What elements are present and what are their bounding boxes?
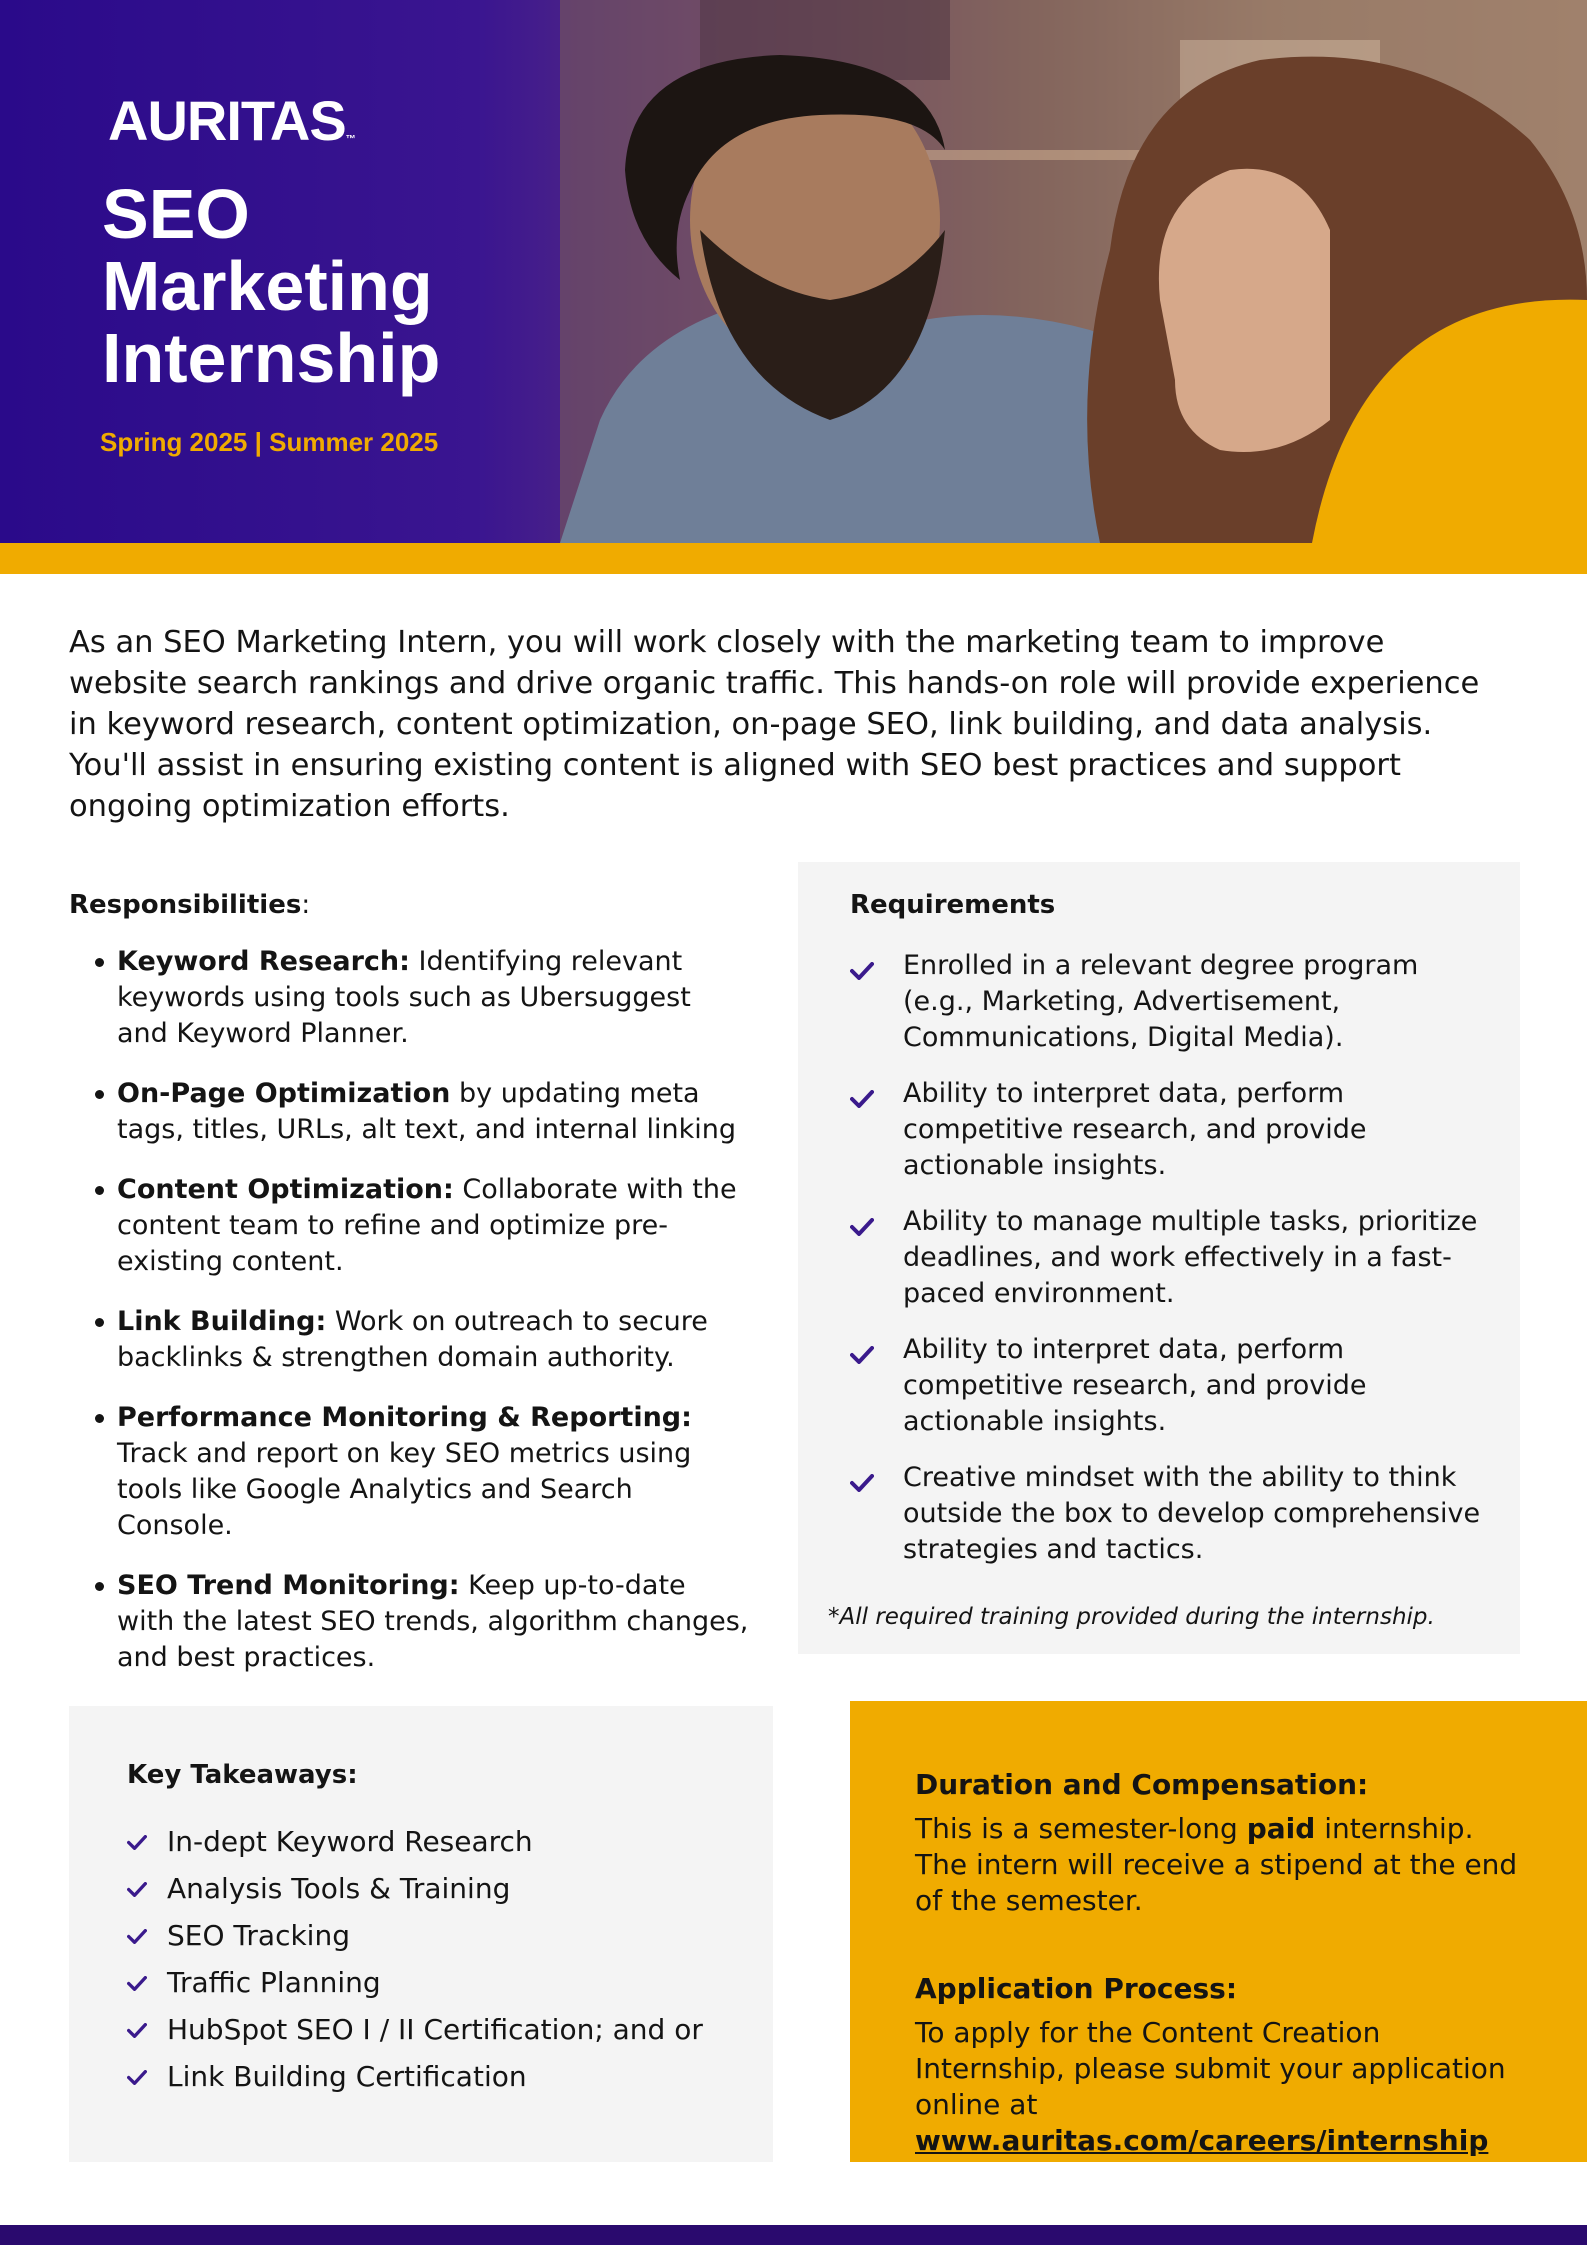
application-link[interactable]: www.auritas.com/careers/internship bbox=[915, 2124, 1489, 2157]
check-icon bbox=[127, 1976, 147, 1991]
footer-bar bbox=[0, 2225, 1587, 2245]
list-item: SEO Trend Monitoring: Keep up-to-date with the latest SEO trends, algorithm changes, and best practices. bbox=[117, 1568, 749, 1676]
training-note: *All required training provided during the internship. bbox=[828, 1604, 1435, 1630]
title-line: Internship bbox=[102, 319, 441, 397]
list-item: Ability to interpret data, perform competitive research, and provide actionable insights. bbox=[850, 1076, 1488, 1184]
check-icon bbox=[127, 2070, 147, 2085]
title-line: Marketing bbox=[102, 247, 433, 325]
takeaways-list bbox=[127, 1818, 773, 2100]
list-item: In-dept Keyword Research bbox=[127, 1818, 773, 1865]
requirements-panel bbox=[798, 862, 1520, 1654]
page-title bbox=[102, 175, 622, 397]
check-icon bbox=[850, 962, 874, 980]
check-icon bbox=[850, 1474, 874, 1492]
key-takeaways-panel bbox=[69, 1706, 773, 2162]
application-heading: Application Process: bbox=[915, 1972, 1238, 2005]
title-line: SEO bbox=[102, 175, 250, 253]
check-icon bbox=[127, 2023, 147, 2038]
header-gold-band bbox=[0, 543, 1587, 574]
check-icon bbox=[850, 1346, 874, 1364]
duration-panel bbox=[850, 1701, 1587, 2162]
check-icon bbox=[850, 1218, 874, 1236]
internship-dates: Spring 2025 | Summer 2025 bbox=[100, 427, 439, 457]
list-item: Analysis Tools & Training bbox=[127, 1865, 773, 1912]
check-icon bbox=[127, 1929, 147, 1944]
list-item: Ability to interpret data, perform competitive research, and provide actionable insights. bbox=[850, 1332, 1488, 1440]
key-takeaways-heading: Key Takeaways: bbox=[127, 1760, 358, 1790]
list-item: On-Page Optimization by updating meta tags, titles, URLs, alt text, and internal linking bbox=[117, 1076, 749, 1148]
intro-paragraph: As an SEO Marketing Intern, you will work closely with the marketing team to improve website search rankings and drive organic traffic. This hands-on role will provide experience in keyword research, content optimization, on-page SEO, link building, and data analysis. You'll assist in ensuring existing content is aligned with SEO best practices and support ongoing optimization efforts. bbox=[69, 625, 1480, 824]
check-icon bbox=[127, 1835, 147, 1850]
list-item: Ability to manage multiple tasks, prioritize deadlines, and work effectively in a fast-paced environment. bbox=[850, 1204, 1488, 1312]
list-item: Traffic Planning bbox=[127, 1959, 773, 2006]
duration-heading: Duration and Compensation: bbox=[915, 1768, 1369, 1801]
responsibilities-section bbox=[69, 890, 749, 1700]
check-icon bbox=[850, 1090, 874, 1108]
requirements-heading: Requirements bbox=[850, 890, 1056, 920]
list-item: Link Building: Work on outreach to secure backlinks & strengthen domain authority. bbox=[117, 1304, 749, 1376]
responsibilities-heading: Responsibilities: bbox=[69, 890, 311, 920]
list-item: Creative mindset with the ability to think outside the box to develop comprehensive strategies and tactics. bbox=[850, 1460, 1488, 1568]
duration-text: This is a semester-long paid internship. The intern will receive a stipend at the end of the semester. bbox=[915, 1812, 1518, 1917]
application-text: To apply for the Content Creation Internship, please submit your application online at www.auritas.com/careers/internship bbox=[915, 2016, 1506, 2157]
responsibilities-list bbox=[69, 944, 749, 1676]
list-item: HubSpot SEO I / II Certification; and or bbox=[127, 2006, 773, 2053]
check-icon bbox=[127, 1882, 147, 1897]
company-logo: AURITAS™ bbox=[108, 89, 355, 152]
requirements-list bbox=[850, 948, 1520, 1568]
hero-banner bbox=[0, 0, 1587, 543]
list-item: Link Building Certification bbox=[127, 2053, 773, 2100]
list-item: Performance Monitoring & Reporting: Track and report on key SEO metrics using tools like Google Analytics and Search Console. bbox=[117, 1400, 749, 1544]
list-item: SEO Tracking bbox=[127, 1912, 773, 1959]
list-item: Enrolled in a relevant degree program (e.g., Marketing, Advertisement, Communications, Digital Media). bbox=[850, 948, 1488, 1056]
list-item: Keyword Research: Identifying relevant keywords using tools such as Ubersuggest and Keyword Planner. bbox=[117, 944, 749, 1052]
list-item: Content Optimization: Collaborate with the content team to refine and optimize pre-existing content. bbox=[117, 1172, 749, 1280]
